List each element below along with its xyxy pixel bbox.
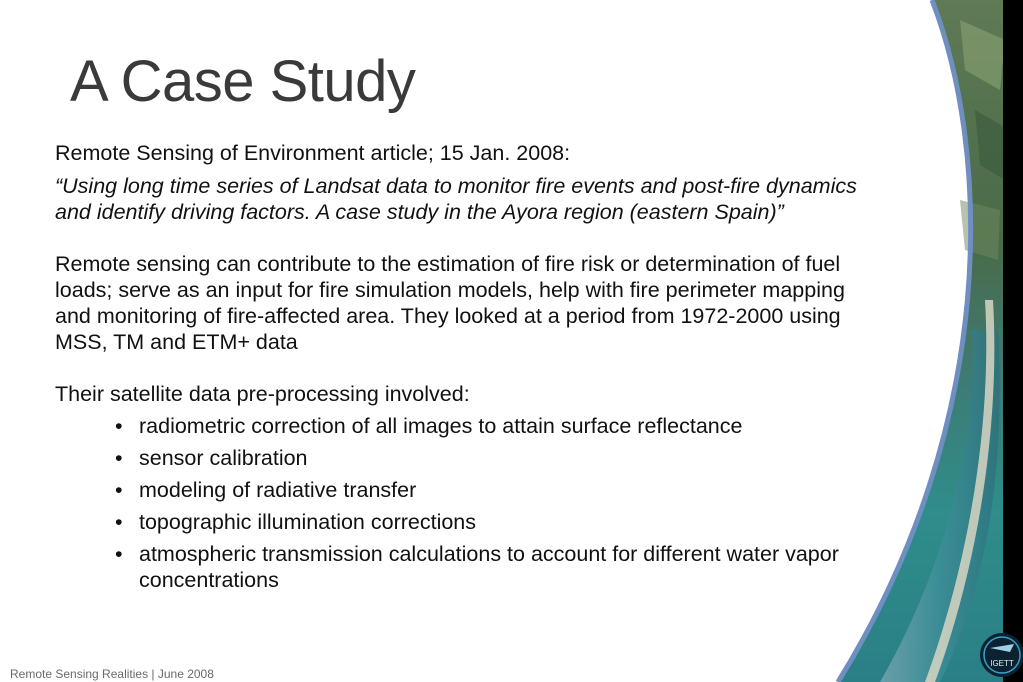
article-quote: “Using long time series of Landsat data to monitor fire events and post-fire dynamics and identify driving factors. A case study in the Ayora region (eastern Spain)” [55,174,857,224]
svg-text:IGETT: IGETT [990,659,1014,668]
satellite-logo-icon [980,633,1023,677]
list-item: • radiometric correction of all images to attain surface reflectance [115,413,885,439]
list-item: • sensor calibration [115,445,885,471]
list-item: • atmospheric transmission calculations to account for different water vapor concentrations [115,541,885,593]
description-paragraph: Remote sensing can contribute to the estimation of fire risk or determination of fuel loads; serve as an input for fire simulation models, help with fire perimeter mapping and monitoring of fire-affected area. They looked at a period from 1972-2000 using MSS, TM and ETM+ data [55,252,845,354]
preprocessing-list [55,413,885,593]
source-line: Remote Sensing of Environment article; 15 Jan. 2008: [55,141,571,165]
list-item: • modeling of radiative transfer [115,477,885,503]
list-intro: Their satellite data pre-processing involved: [55,382,470,406]
slide-title: A Case Study [70,49,416,114]
footer-text: Remote Sensing Realities | June 2008 [10,667,214,681]
list-item: • topographic illumination corrections [115,509,885,535]
slide-body [55,140,885,599]
